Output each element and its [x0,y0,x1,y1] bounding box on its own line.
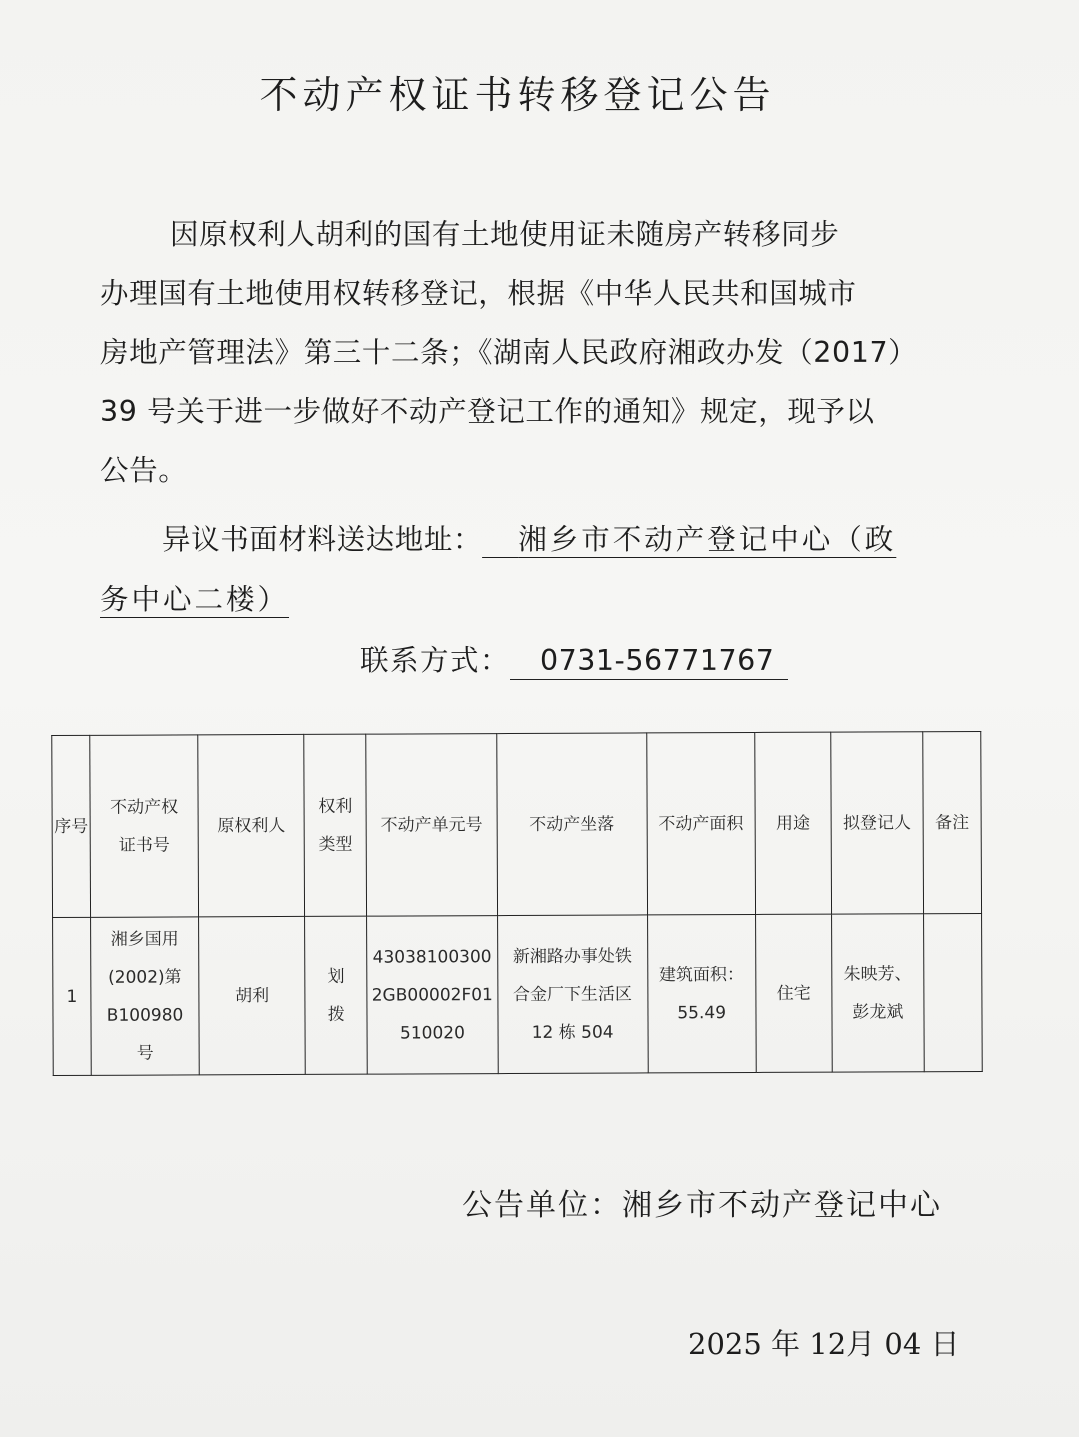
cell-area: 建筑面积： 55.49 [647,914,756,1072]
contact-info [360,638,788,680]
date-year-unit: 年 [771,1327,801,1361]
cell-remark [923,913,982,1071]
date-day-unit: 日 [930,1327,960,1361]
date-month-unit: 月 [846,1327,876,1361]
table-row [53,913,983,1075]
body-line: 办理国有土地使用权转移登记，根据《中华人民共和国城市 [100,277,857,310]
header-area: 不动产面积 [646,732,755,914]
header-applicant: 拟登记人 [831,732,924,914]
header-original-owner: 原权利人 [198,734,305,916]
header-remark: 备注 [923,731,982,913]
date-month: 12 [809,1327,847,1361]
body-line: 房地产管理法》第三十二条；《湖南人民政府湘政办发（2017） [100,336,918,369]
notice-body [100,205,940,500]
contact-phone: 0731-56771767 [510,644,788,680]
cell-usage: 住宅 [755,914,832,1072]
cell-cert-no: 湘乡国用 (2002)第 B100980 号 [91,917,200,1075]
cell-unit-no: 43038100300 2GB00002F01 510020 [367,916,498,1075]
objection-address [100,510,960,630]
header-cert-no: 不动产权 证书号 [90,735,199,917]
header-right-type: 权利 类型 [304,734,367,916]
header-seq: 序号 [52,735,91,917]
table-header-row [52,731,982,917]
registration-table [51,731,982,1076]
date-day: 04 [884,1327,922,1361]
objection-address-line2: 务中心二楼） [100,583,290,616]
cell-right-type: 划 拨 [305,916,368,1074]
contact-label: 联系方式： [360,644,511,677]
header-usage: 用途 [755,732,832,914]
body-line: 公告。 [100,454,188,487]
cell-seq: 1 [53,917,92,1075]
body-line: 因原权利人胡利的国有土地使用证未随房产转移同步 [170,218,840,251]
notice-date [688,1322,960,1363]
objection-label: 异议书面材料送达地址： [162,523,483,556]
date-year: 2025 [688,1327,762,1361]
page-title: 不动产权证书转移登记公告 [259,73,776,117]
cell-original-owner: 胡利 [199,916,306,1074]
issuing-org: 公告单位：湘乡市不动产登记中心 [462,1188,942,1223]
header-location: 不动产坐落 [496,733,647,916]
objection-address-line1: 湘乡市不动产登记中心（政 [518,523,897,556]
cell-applicant: 朱映芳、 彭龙斌 [831,914,924,1072]
header-unit-no: 不动产单元号 [366,734,497,917]
cell-location: 新湘路办事处铁 合金厂下生活区 12 栋 504 [497,915,648,1074]
body-line: 39 号关于进一步做好不动产登记工作的通知》规定，现予以 [100,395,875,428]
